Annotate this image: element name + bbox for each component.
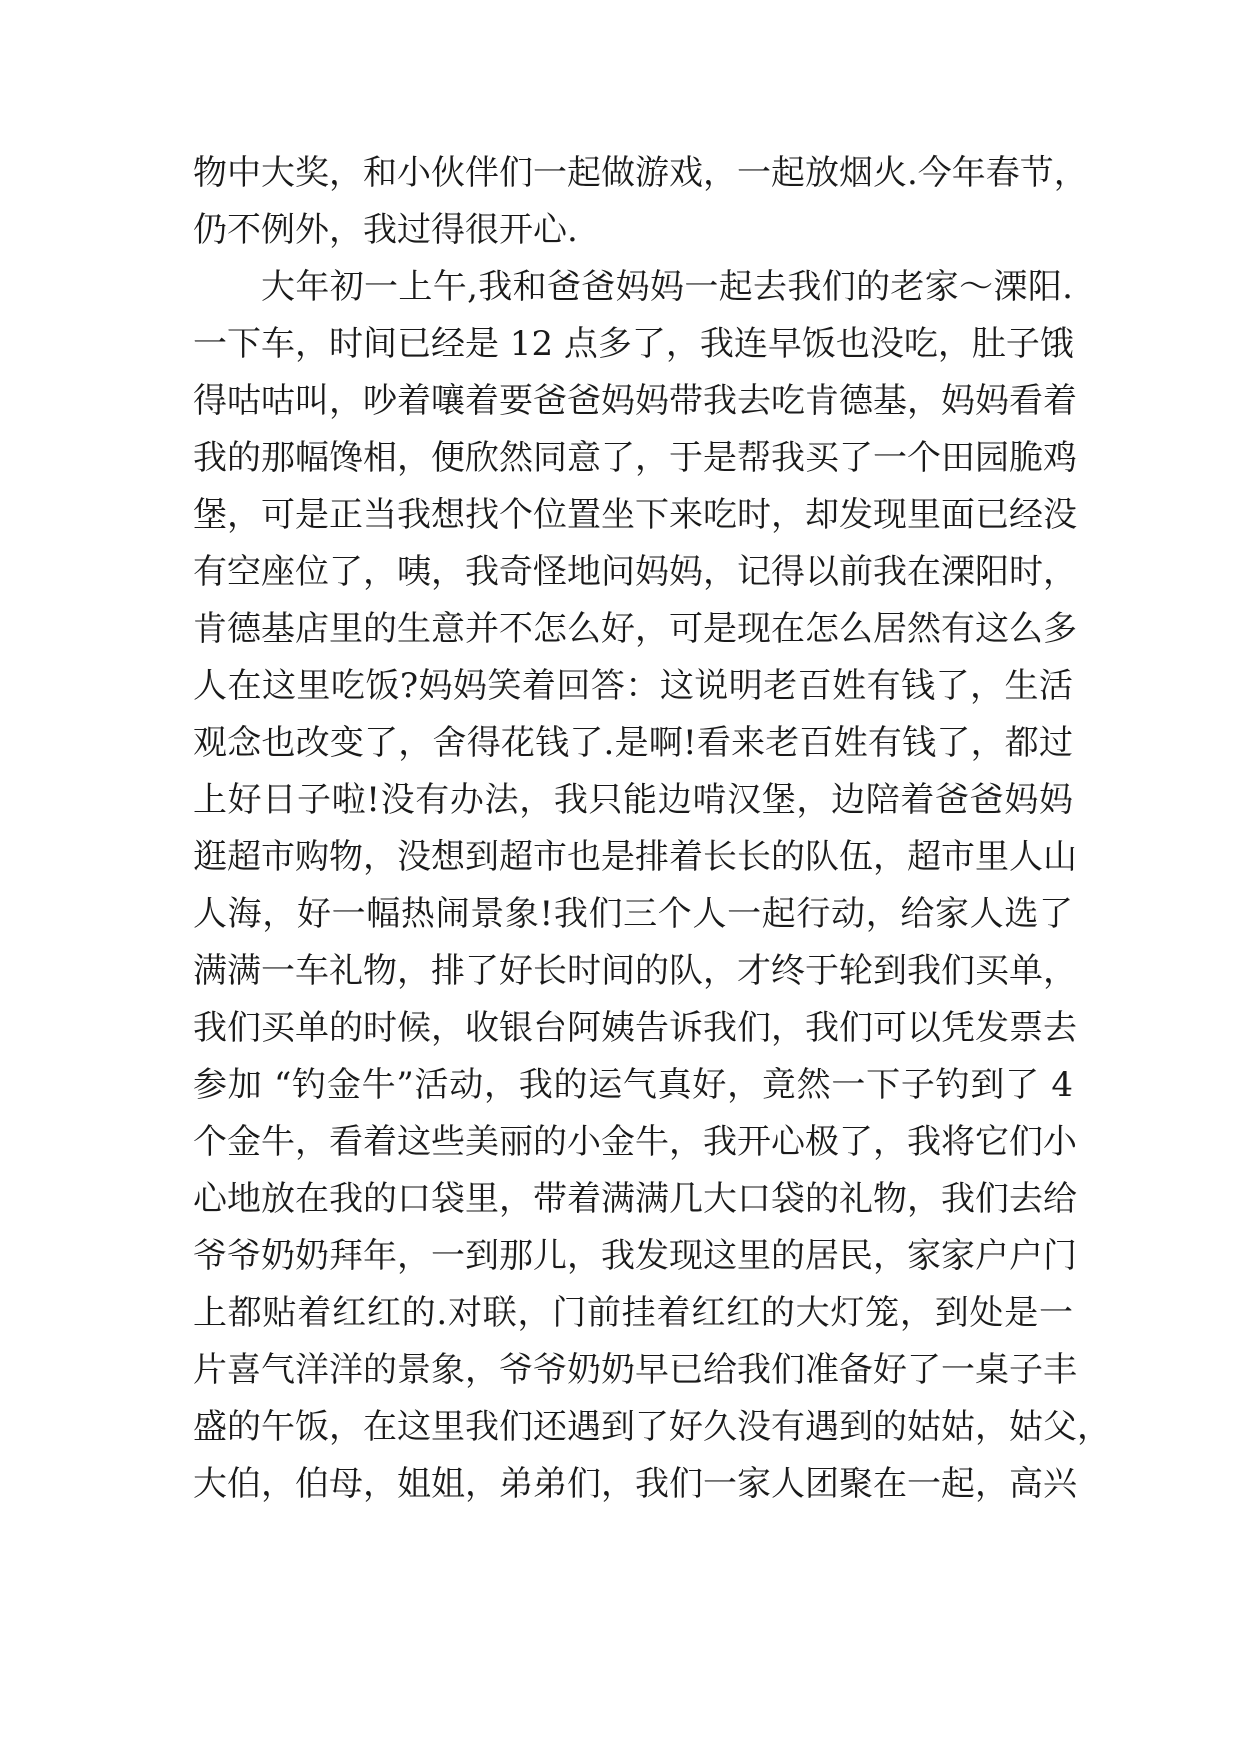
text-line: 物中大奖，和小伙伴们一起做游戏，一起放烟火.今年春节，	[193, 153, 1088, 193]
text-line: 满满一车礼物，排了好长时间的队，才终于轮到我们买单，	[193, 951, 1077, 991]
text-line: 堡，可是正当我想找个位置坐下来吃时，却发现里面已经没	[193, 495, 1077, 535]
text-line: 人在这里吃饭?妈妈笑着回答：这说明老百姓有钱了，生活	[193, 666, 1073, 706]
text-line: 肯德基店里的生意并不怎么好，可是现在怎么居然有这么多	[193, 609, 1077, 649]
text-line: 上好日子啦!没有办法，我只能边啃汉堡，边陪着爸爸妈妈	[193, 780, 1073, 820]
text-line: 爷爷奶奶拜年，一到那儿，我发现这里的居民，家家户户门	[193, 1236, 1077, 1276]
text-line: 我们买单的时候，收银台阿姨告诉我们，我们可以凭发票去	[193, 1008, 1077, 1048]
text-line: 一下车，时间已经是 12 点多了，我连早饭也没吃，肚子饿	[193, 324, 1074, 364]
text-line: 个金牛，看着这些美丽的小金牛，我开心极了，我将它们小	[193, 1122, 1077, 1162]
text-line: 仍不例外，我过得很开心.	[193, 210, 578, 250]
text-line: 参加 “钓金牛”活动，我的运气真好，竟然一下子钓到了 4	[193, 1065, 1073, 1105]
text-line: 得咕咕叫，吵着嚷着要爸爸妈妈带我去吃肯德基，妈妈看着	[193, 381, 1077, 421]
text-line: 心地放在我的口袋里，带着满满几大口袋的礼物，我们去给	[193, 1179, 1077, 1219]
text-line: 有空座位了，咦，我奇怪地问妈妈，记得以前我在溧阳时，	[193, 552, 1077, 592]
text-line: 片喜气洋洋的景象，爷爷奶奶早已给我们准备好了一桌子丰	[193, 1350, 1077, 1390]
text-line: 人海，好一幅热闹景象!我们三个人一起行动，给家人选了	[193, 894, 1073, 934]
text-line: 观念也改变了，舍得花钱了.是啊!看来老百姓有钱了，都过	[193, 723, 1074, 763]
text-line: 盛的午饭，在这里我们还遇到了好久没有遇到的姑姑，姑父，	[193, 1407, 1111, 1447]
text-line-paragraph-start: 大年初一上午,我和爸爸妈妈一起去我们的老家～溧阳.	[261, 267, 1073, 307]
text-line: 逛超市购物，没想到超市也是排着长长的队伍，超市里人山	[193, 837, 1077, 877]
text-line: 上都贴着红红的.对联，门前挂着红红的大灯笼，到处是一	[193, 1293, 1073, 1333]
text-line: 我的那幅馋相，便欣然同意了，于是帮我买了一个田园脆鸡	[193, 438, 1077, 478]
text-line: 大伯，伯母，姐姐，弟弟们，我们一家人团聚在一起，高兴	[193, 1464, 1077, 1504]
